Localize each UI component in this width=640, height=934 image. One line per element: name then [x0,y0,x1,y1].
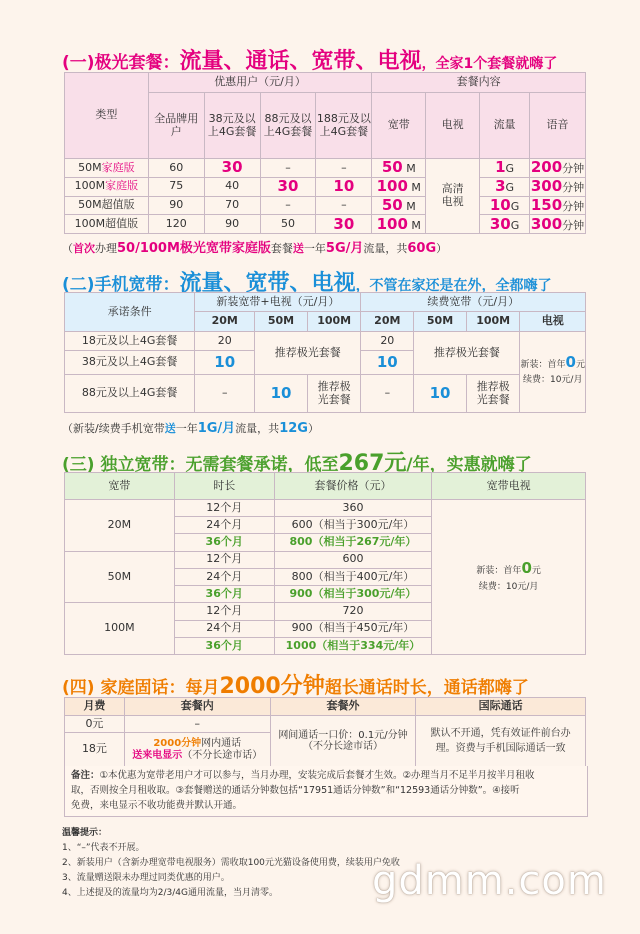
renew-recommend-cell: 推荐极光套餐 [414,331,520,374]
table-standalone-broadband [64,472,586,655]
price-cell: 600 [274,551,432,568]
broadband-cell: 100M [65,603,175,655]
tv-cell: 新装：首年0元 续费：10元/月 [432,500,586,655]
th-new-20m: 20M [195,312,255,331]
duration-cell: 24个月 [174,620,274,637]
table-row [65,159,586,178]
section1-note: （首次办理50/100M极光宽带家庭版套餐送一年5G/月流量，共60G） [62,241,448,256]
th-38: 38元及以上4G套餐 [204,93,260,159]
price-cell: 360 [274,500,432,517]
condition-cell: 38元及以上4G套餐 [65,351,195,375]
flow-cell: 3G [480,177,530,196]
fee-cell: 0元 [65,716,125,733]
th-renew-20m: 20M [361,312,414,331]
table-row [65,177,586,196]
table-mobile-broadband [64,292,586,413]
voice-cell: 200分钟 [530,158,585,177]
section3-title-main: 267元 [338,451,407,476]
table-row [65,215,586,234]
price-all: 90 [148,196,204,215]
section1-title-main: 流量、通话、宽带、电视 [179,49,422,74]
new-20m-cell: 10 [195,351,255,375]
section2-note: （新装/续费手机宽带送一年1G/月流量，共12G） [62,421,319,436]
out-package-cell: 网间通话一口价：0.1元/分钟 （不分长途市话） [270,716,416,767]
section4-title-main: 2000分钟 [219,674,325,699]
flow-cell: 1G [480,159,530,178]
remark-box [64,766,588,817]
price-88: 30 [260,177,316,196]
price-88: 50 [260,215,316,234]
th-duration: 时长 [174,473,274,500]
type-cell: 50M超值版 [65,196,149,215]
section2-title-prefix: (二)手机宽带： [62,275,180,295]
section1-title-suffix: ，全家1个套餐就嗨了 [421,56,558,72]
flow-cell: 30G [480,215,530,234]
renew-100m-recommend-cell: 推荐极光套餐 [466,375,520,413]
price-all: 75 [148,177,204,196]
section2-title-suffix: ，不管在家还是在外，全都嗨了 [355,278,552,294]
section2-title-main: 流量、宽带、电视 [179,271,356,296]
th-discount: 优惠用户（元/月） [148,73,372,93]
th-monthly-fee: 月费 [65,698,125,716]
type-cell: 50M家庭版 [65,159,149,178]
th-188: 188元及以上4G套餐 [316,93,372,159]
tips-title: 温馨提示： [62,828,108,838]
tips-line: 4、上述提及的流量均为2/3/4G通用流量，当月清零。 [62,888,278,898]
voice-cell: 300分钟 [530,177,585,195]
table-row [65,196,586,215]
table-row [65,716,586,733]
new-50m-cell: 10 [255,375,308,413]
condition-cell: 18元及以上4G套餐 [65,331,195,350]
section4-title-suffix: 超长通话时长，通话都嗨了 [324,678,529,698]
th-international: 国际通话 [416,698,586,716]
th-type: 类型 [65,73,149,159]
tips-line: 1、“–”代表不开展。 [62,843,145,853]
th-broadband: 宽带 [65,473,175,500]
section4-title-prefix: (四) 家庭固话：每月 [62,678,220,698]
tips [62,826,400,901]
section3-title-suffix: /年，实惠就嗨了 [406,455,532,475]
price-all: 120 [148,215,204,234]
renew-20m-cell: – [361,375,414,413]
price-38: 30 [204,159,260,178]
price-all: 60 [148,159,204,178]
tips-line: 2、新装用户（含新办理宽带电视服务）需收取100元光猫设备使用费，续装用户免收 [62,858,400,868]
price-38: 40 [204,177,260,196]
table-aurora-packages [64,72,586,234]
in-package-cell: – [124,716,270,733]
price-cell: 900（相当于450元/年） [274,620,432,637]
th-in-package: 套餐内 [124,698,270,716]
price-cell: 1000（相当于334元/年） [274,637,432,654]
duration-cell: 12个月 [174,500,274,517]
duration-cell: 36个月 [174,637,274,654]
duration-cell: 12个月 [174,603,274,620]
th-renew: 续费宽带（元/月） [361,293,586,312]
price-188: 10 [316,177,372,196]
table-row [65,375,586,413]
price-cell: 600（相当于300元/年） [274,517,432,534]
remark-line-2: 取，否则按全月租收取。③套餐赠送的通话分钟数包括“17951通话分钟数”和“12593通话分钟数”。④接听 [71,785,520,796]
price-cell: 900（相当于300元/年） [274,586,432,603]
table-row [65,500,586,517]
price-cell: 720 [274,603,432,620]
tv-cell: 高清电视 [426,159,480,234]
price-88: – [260,196,316,215]
renew-50m-cell: 10 [414,375,467,413]
renew-20m-cell: 10 [361,351,414,375]
price-188: – [316,196,372,215]
broadband-cell: 50M [65,551,175,603]
duration-cell: 24个月 [174,517,274,534]
new-20m-cell: 20 [195,331,255,350]
th-88: 88元及以上4G套餐 [260,93,316,159]
voice-cell: 300分钟 [530,214,585,233]
th-price: 套餐价格（元） [274,473,432,500]
price-38: 70 [204,196,260,215]
type-cell: 100M家庭版 [65,177,149,196]
th-out-package: 套餐外 [270,698,416,716]
duration-cell: 12个月 [174,551,274,568]
price-38: 90 [204,215,260,234]
th-broadband-tv: 宽带电视 [432,473,586,500]
duration-cell: 36个月 [174,534,274,551]
th-content: 套餐内容 [372,73,586,93]
broadband-cell: 50 M [372,159,426,178]
remark-line-3: 免费，来电显示不收功能费并默认开通。 [71,800,243,811]
section3-title-prefix: (三) 独立宽带：无需套餐承诺，低至 [62,455,339,475]
th-voice: 语音 [530,93,586,159]
fee-cell: 18元 [65,733,125,767]
table-home-phone [64,697,586,767]
th-new-install: 新装宽带+电视（元/月） [195,293,361,312]
condition-cell: 88元及以上4G套餐 [65,375,195,413]
th-renew-100m: 100M [466,312,520,331]
price-cell: 800（相当于267元/年） [274,534,432,551]
price-188: 30 [316,215,372,234]
broadband-cell: 20M [65,500,175,552]
section4-title [62,669,529,700]
voice-cell: 150分钟 [530,195,585,214]
type-cell: 100M超值版 [65,215,149,234]
new-20m-cell: – [195,375,255,413]
broadband-cell: 100 M [372,215,426,234]
section1-title-prefix: (一)极光套餐： [62,53,180,73]
in-package-cell: 2000分钟网内通话 送来电显示（不分长途市话） [124,733,270,767]
th-new-100m: 100M [307,312,361,331]
duration-cell: 24个月 [174,568,274,585]
broadband-cell: 50 M [372,196,426,215]
table-row [65,331,586,350]
th-tv: 电视 [426,93,480,159]
th-new-50m: 50M [255,312,308,331]
broadband-cell: 100 M [372,177,426,196]
watermark: gdmm.com [372,858,607,904]
flow-cell: 10G [480,196,530,215]
section1-title [62,44,557,75]
th-all-brand: 全品牌用户 [148,93,204,159]
new-recommend-cell: 推荐极光套餐 [255,331,361,374]
renew-20m-cell: 20 [361,331,414,350]
tips-line: 3、流量赠送限未办理过同类优惠的用户。 [62,873,230,883]
th-broadband: 宽带 [372,93,426,159]
remark-line-1: ①本优惠为宽带老用户才可以参与，当月办理，安装完成后套餐才生效。②办理当月不足半月按半月租收 [99,770,535,781]
price-cell: 800（相当于400元/年） [274,568,432,585]
price-188: – [316,159,372,178]
remark-label: 备注： [71,770,100,781]
th-tv: 电视 [520,312,586,331]
th-flow: 流量 [480,93,530,159]
price-88: – [260,159,316,178]
international-cell: 默认不开通，凭有效证件前台办 理。资费与手机国际通话一致 [416,716,586,767]
new-100m-recommend-cell: 推荐极光套餐 [307,375,361,413]
th-renew-50m: 50M [414,312,467,331]
tv-cell: 新装：首年0元 续费：10元/月 [520,331,586,412]
duration-cell: 36个月 [174,586,274,603]
th-condition: 承诺条件 [65,293,195,332]
